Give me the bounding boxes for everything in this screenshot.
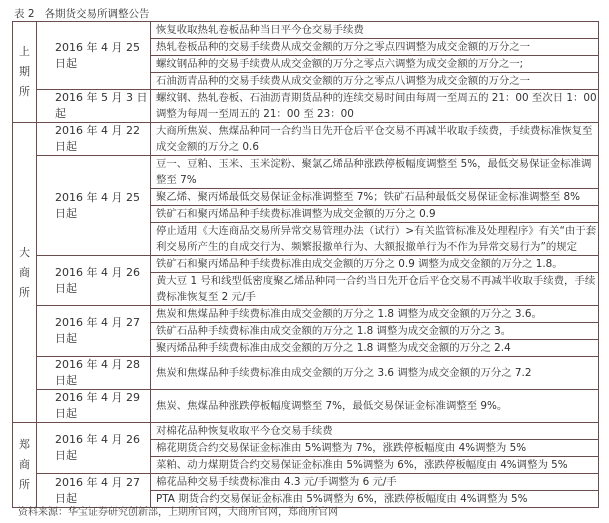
- effective-date: 2016 年 4 月 27 日起: [37, 306, 151, 357]
- effective-date: 2016 年 4 月 25 日起: [37, 22, 151, 90]
- effective-date: 2016 年 5 月 3 日起: [37, 90, 151, 123]
- table-row: [13, 123, 599, 156]
- adjustment-item: 焦炭和焦煤品种手续费标准由成交金额的万分之 1.8 调整为成交金额的万分之 3.6。: [151, 306, 599, 323]
- effective-date: 2016 年 4 月 27 日起: [37, 474, 151, 508]
- adjustment-item: 热轧卷板品种的交易手续费从成交金额的万分之零点四调整为成交金额的万分之一: [151, 39, 599, 56]
- adjustment-item: 聚丙烯品种手续费标准由成交金额的万分之 1.8 调整为成交金额的万分之 2.4: [151, 340, 599, 357]
- effective-date: 2016 年 4 月 29 日起: [37, 390, 151, 423]
- effective-date: 2016 年 4 月 28 日起: [37, 357, 151, 390]
- adjustment-item: 大商所焦炭、焦煤品种同一合约当日先开仓后平仓交易不再减半收取手续费，手续费标准恢复至成交金额的万分之 0.6: [151, 123, 599, 156]
- table-row: [13, 306, 599, 323]
- table-row: [13, 90, 599, 123]
- effective-date: 2016 年 4 月 26 日起: [37, 423, 151, 474]
- adjustment-item: 铁矿石和聚丙烯品种手续费标准调整为成交金额的万分之 0.9: [151, 206, 599, 223]
- adjustment-item: 豆一、豆粕、玉米、玉米淀粉、聚氯乙烯品种涨跌停板幅度调整至 5%，最低交易保证金标准调整至 7%: [151, 156, 599, 189]
- adjustment-item: 停止适用《大连商品交易所异常交易管理办法（试行）>有关监管标准及处理程序》有关“由于套利交易所产生的自成交行为、频繁报撤单行为、大额报撤单行为不作为异常交易行为”的规定: [151, 223, 599, 256]
- table-row: [13, 423, 599, 440]
- adjustment-item: 铁矿石品种手续费标准由成交金额的万分之 1.8 调整为成交金额的万分之 3。: [151, 323, 599, 340]
- adjustment-item: 菜粕、动力煤期货合约交易保证金标准由 5%调整为 6%，涨跌停板幅度由 4%调整为 5%: [151, 457, 599, 474]
- adjustment-item: PTA 期货合约交易保证金标准由 5%调整为 6%，涨跌停板幅度由 4%调整为 5%: [151, 491, 599, 508]
- table-number: 表 2: [14, 8, 35, 20]
- exchange-announcements-table: [12, 21, 599, 508]
- table-row: [13, 474, 599, 491]
- exchange-name: 大 商 所: [13, 123, 37, 423]
- table-caption: [14, 6, 160, 21]
- adjustment-item: 棉花品种交易手续费标准由 4.3 元/手调整为 6 元/手: [151, 474, 599, 491]
- exchange-name: 郑 商 所: [13, 423, 37, 508]
- adjustment-item: 焦炭、焦煤品种涨跌停板幅度调整至 7%，最低交易保证金标准调整至 9%。: [151, 390, 599, 423]
- adjustment-item: 铁矿石和聚丙烯品种手续费标准由成交金额的万分之 0.9 调整为成交金额的万分之 1.8。: [151, 256, 599, 273]
- table-row: [13, 390, 599, 423]
- adjustment-item: 聚乙烯、聚丙烯最低交易保证金标准调整至 7%；铁矿石品种最低交易保证金标准调整至 8%: [151, 189, 599, 206]
- adjustment-item: 对棉花品种恢复收取平今仓交易手续费: [151, 423, 599, 440]
- adjustment-item: 螺纹钢品种的交易手续费从成交金额的万分之零点六调整为成交金额的万分之一;: [151, 56, 599, 73]
- effective-date: 2016 年 4 月 26 日起: [37, 256, 151, 306]
- effective-date: 2016 年 4 月 22 日起: [37, 123, 151, 156]
- table-row: [13, 256, 599, 273]
- adjustment-item: 螺纹钢、热轧卷板、石油沥青期货品种的连续交易时间由每周一至周五的 21：00 至次日 1：00 调整为每周一至周五的 21：00 至 23：00: [151, 90, 599, 123]
- table-title: 各期货交易所调整公告: [44, 8, 150, 20]
- table-row: [13, 357, 599, 390]
- exchange-name: 上 期 所: [13, 22, 37, 123]
- adjustment-item: 焦炭和焦煤品种手续费标准由成交金额的万分之 3.6 调整为成交金额的万分之 7.2: [151, 357, 599, 390]
- adjustment-item: 黄大豆 1 号和线型低密度聚乙烯品种同一合约当日先开仓后平仓交易不再减半收取手续费，手续费标准恢复至 2 元/手: [151, 273, 599, 306]
- effective-date: 2016 年 4 月 25 日起: [37, 156, 151, 256]
- table-row: [13, 156, 599, 189]
- adjustment-item: 恢复收取热轧卷板品种当日平今仓交易手续费: [151, 22, 599, 39]
- source-note: 资料来源：华宝证券研究创新部，上期所官网，大商所官网，郑商所官网: [18, 507, 338, 518]
- adjustment-item: 石油沥青品种的交易手续费从成交金额的万分之零点八调整为成交金额的万分之一: [151, 73, 599, 90]
- table-row: [13, 22, 599, 39]
- adjustment-item: 棉花期货合约交易保证金标准由 5%调整为 7%，涨跌停板幅度由 4%调整为 5%: [151, 440, 599, 457]
